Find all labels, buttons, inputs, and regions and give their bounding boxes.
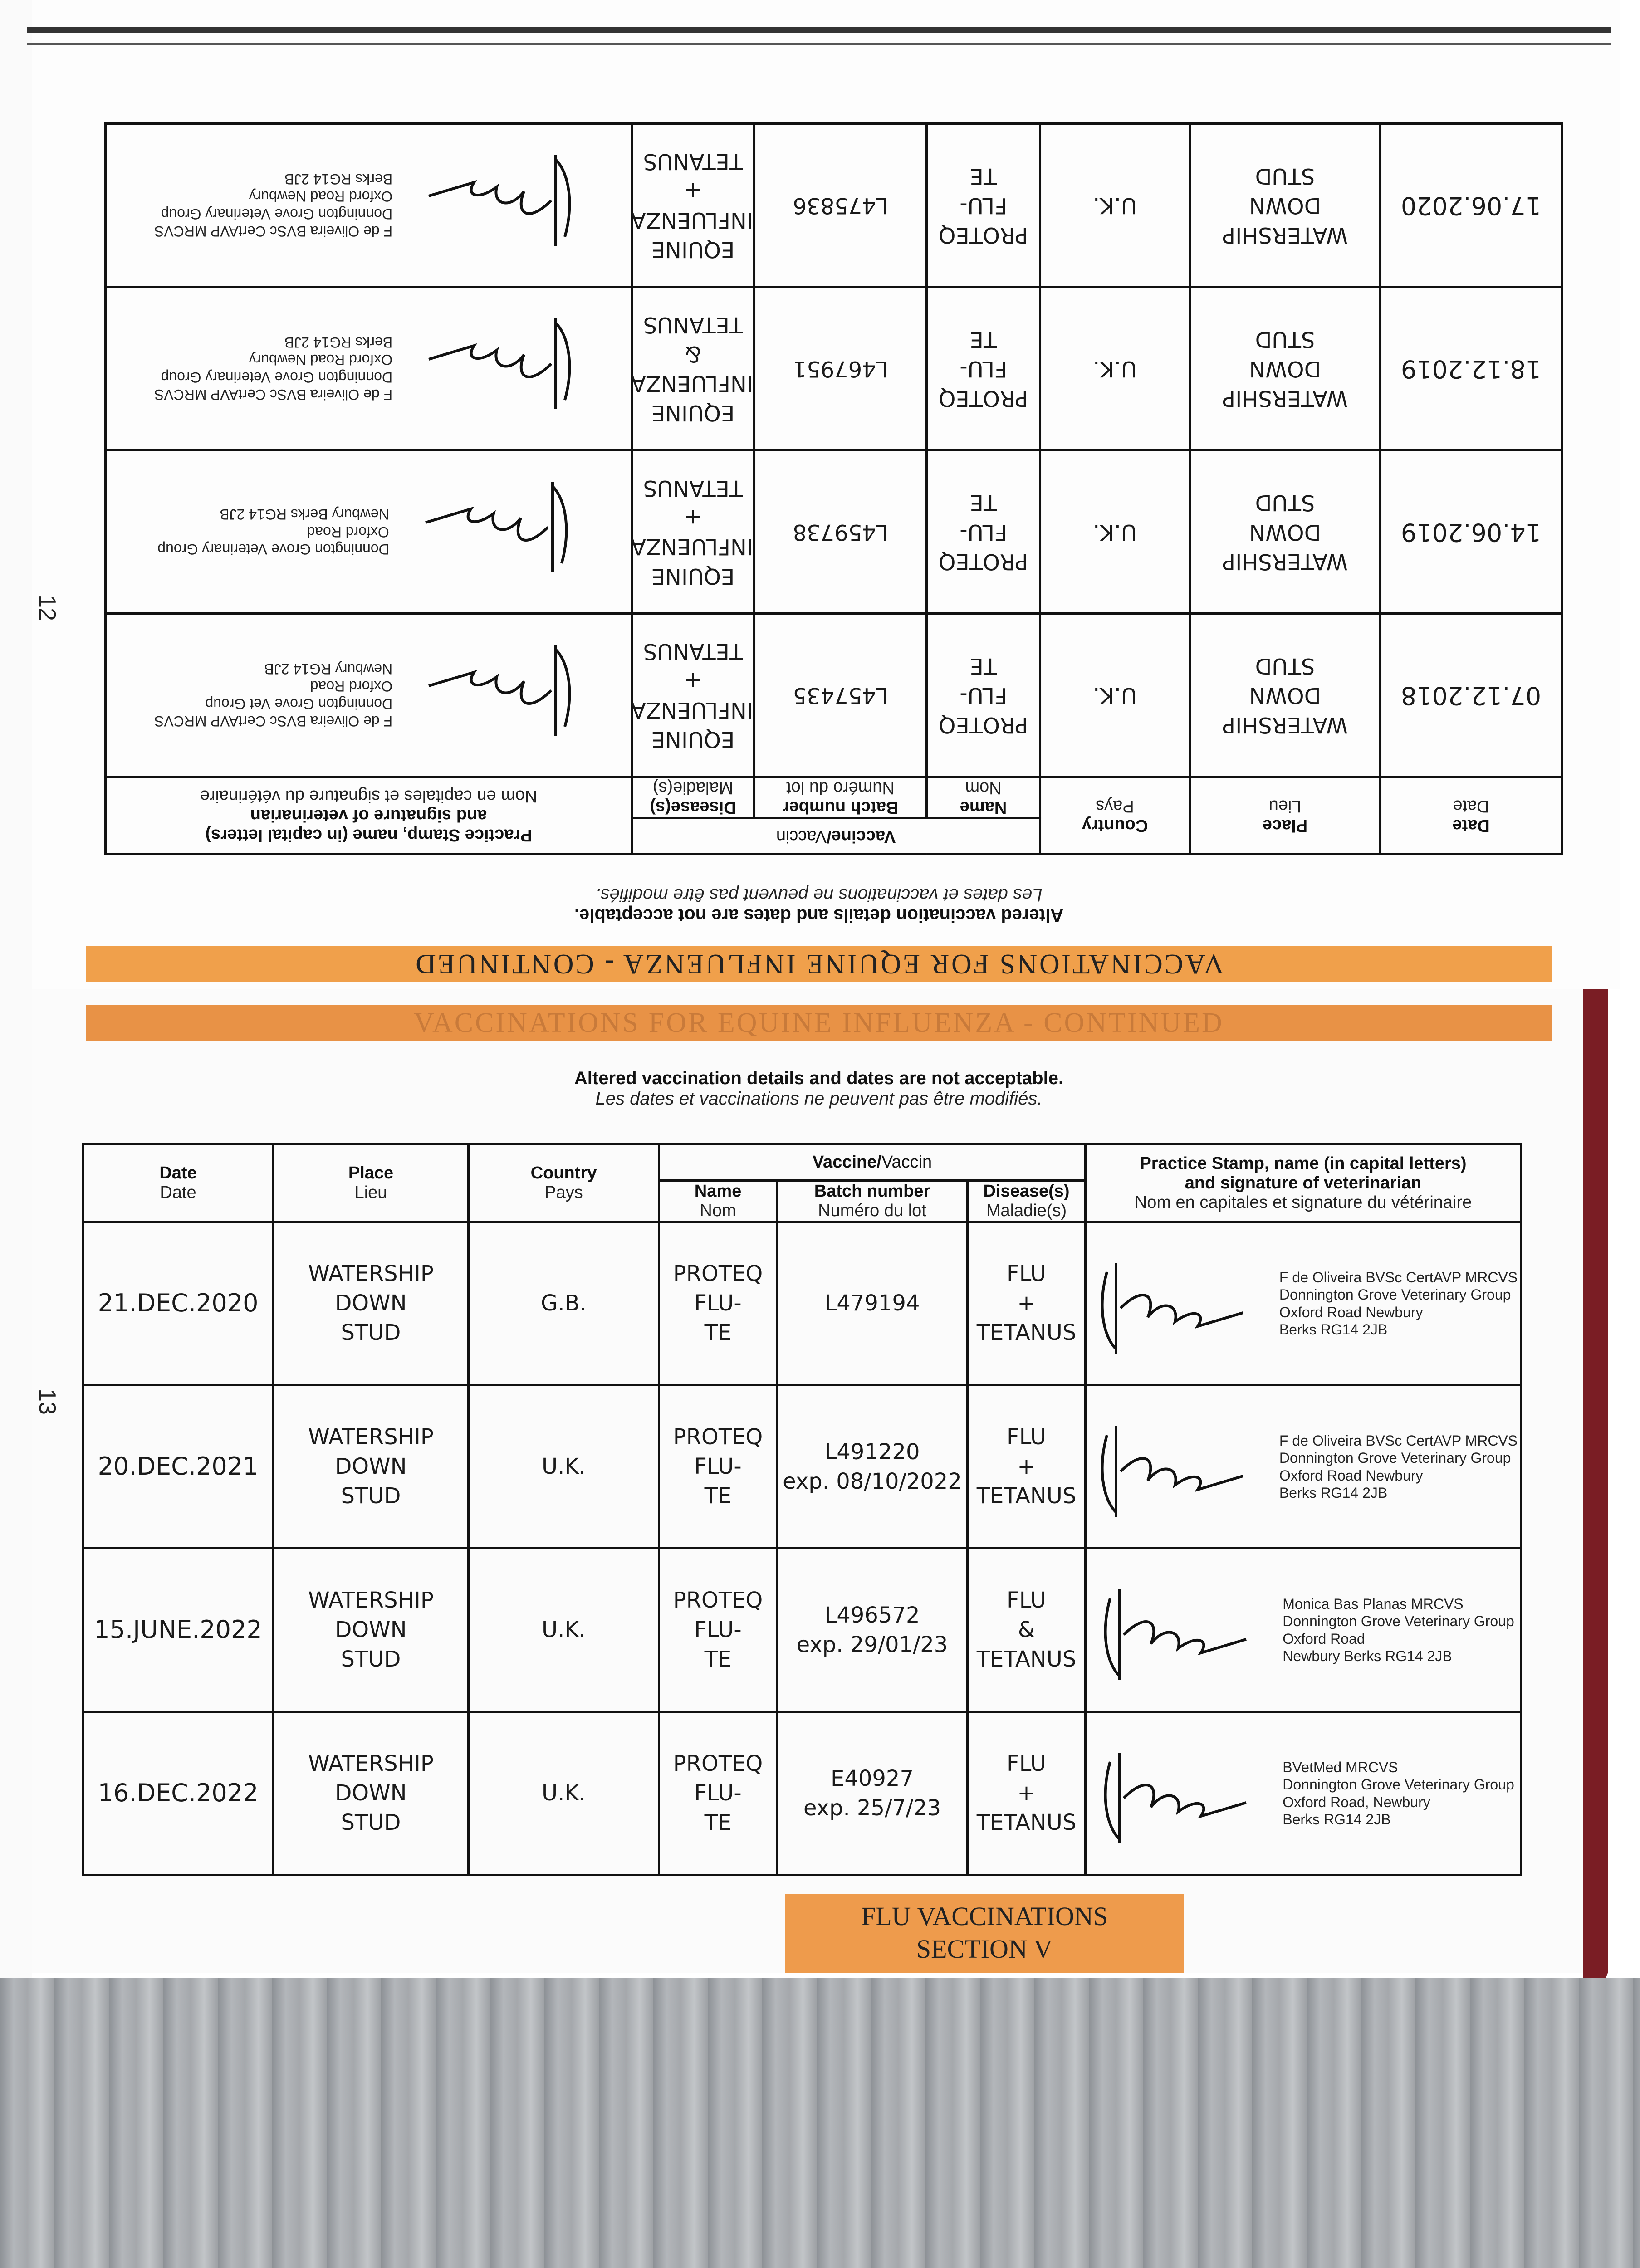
practice-stamp-line: F de Oliveira BVSc CertAVP MRCVS	[1279, 1269, 1518, 1286]
header-date: Date Date	[83, 1144, 274, 1222]
cell-vaccine-name-line: FLU-	[960, 682, 1007, 708]
practice-stamp	[154, 171, 392, 240]
cell-date: 18.12.2019	[1381, 287, 1562, 450]
cell-batch-number	[754, 124, 927, 287]
cell-place-line: WATERSHIP	[1222, 712, 1348, 738]
cell-batch-number-line: L475836	[793, 192, 888, 218]
cell-place	[1190, 287, 1381, 450]
notice-fr: Les dates et vaccinations ne peuvent pas être modifiés.	[595, 1089, 1043, 1109]
cell-batch-number	[754, 450, 927, 614]
cell-place-line: WATERSHIP	[308, 1588, 434, 1613]
practice-stamp-line: BVetMed MRCVS	[1283, 1759, 1398, 1775]
cell-vaccine-name	[659, 1549, 777, 1712]
cell-disease-line: EQUINE	[651, 237, 735, 263]
cell-country: G.B.	[469, 1222, 659, 1385]
cell-country: U.K.	[469, 1549, 659, 1712]
section-label-line1: FLU VACCINATIONS	[861, 1901, 1108, 1931]
table-row	[83, 1712, 1521, 1875]
practice-stamp-line: Donnington Grove Veterinary Group	[161, 369, 393, 386]
cell-disease-line: +	[1017, 1454, 1036, 1480]
cell-place-line: STUD	[1255, 327, 1315, 352]
practice-stamp-line: Donnington Grove Veterinary Group	[157, 541, 389, 558]
cell-vaccine-name-line: FLU-	[960, 519, 1007, 545]
cell-disease-line: +	[1017, 1290, 1036, 1316]
cell-practice-stamp	[106, 287, 632, 450]
header-place: Place Lieu	[274, 1144, 469, 1222]
practice-stamp-line: F de Oliveira BVSc CertAVP MRCVS	[154, 223, 393, 240]
header-disease: Disease(s) Maladie(s)	[632, 777, 754, 818]
cell-practice-stamp	[1086, 1549, 1521, 1712]
cell-batch-number-line: L491220	[824, 1439, 920, 1465]
cell-disease-line: +	[684, 178, 702, 204]
cell-place-line: STUD	[341, 1320, 401, 1345]
cell-disease-line: EQUINE	[651, 727, 735, 753]
cell-batch-number-line: L496572	[824, 1602, 920, 1628]
practice-stamp-line: Donnington Grove Veterinary Group	[1279, 1286, 1511, 1303]
cell-vaccine-name	[927, 614, 1040, 777]
cell-disease-line: FLU	[1006, 1751, 1047, 1777]
cell-batch-number	[777, 1549, 968, 1712]
practice-stamp-line: Donnington Grove Veterinary Group	[161, 205, 393, 222]
practice-stamp	[154, 334, 392, 404]
practice-stamp	[1283, 1595, 1514, 1665]
table-row	[106, 124, 1562, 287]
signature-icon	[1092, 1571, 1264, 1689]
practice-stamp-line: F de Oliveira BVSc CertAVP MRCVS	[1279, 1432, 1518, 1449]
signature-icon	[1089, 1408, 1261, 1526]
cell-batch-number-line: L459738	[793, 519, 888, 545]
signature-icon	[1089, 1245, 1261, 1363]
cell-place-line: WATERSHIP	[308, 1261, 434, 1287]
cell-vaccine-name-line: TE	[969, 490, 997, 516]
practice-stamp-line: Newbury Berks RG14 2JB	[220, 506, 389, 523]
cell-vaccine-name-line: TE	[969, 163, 997, 189]
cell-batch-number-line: L457435	[793, 682, 888, 708]
cell-disease-line: TETANUS	[976, 1320, 1077, 1345]
cell-place-line: DOWN	[1249, 192, 1321, 218]
cell-vaccine-name-line: PROTEQ	[938, 222, 1028, 248]
table-row	[83, 1549, 1521, 1712]
cell-date: 15.JUNE.2022	[83, 1549, 274, 1712]
cell-batch-number	[777, 1385, 968, 1549]
practice-stamp-line: Oxford Road	[307, 523, 389, 540]
cell-date: 17.06.2020	[1381, 124, 1562, 287]
signature-icon	[1092, 1735, 1264, 1853]
cell-disease	[632, 287, 754, 450]
cell-batch-number-line: L479194	[824, 1290, 920, 1316]
cell-practice-stamp	[106, 614, 632, 777]
cell-practice-stamp	[1086, 1712, 1521, 1875]
practice-stamp-line: Berks RG14 2JB	[1279, 1321, 1388, 1338]
cell-disease-line: FLU	[1006, 1424, 1047, 1450]
cell-place-line: WATERSHIP	[308, 1424, 434, 1450]
cell-vaccine-name-line: TE	[969, 327, 997, 352]
cell-date: 07.12.2018	[1381, 614, 1562, 777]
cell-vaccine-name-line: PROTEQ	[673, 1751, 763, 1777]
cell-country: U.K.	[469, 1712, 659, 1875]
cell-practice-stamp	[1086, 1385, 1521, 1549]
cell-date: 21.DEC.2020	[83, 1222, 274, 1385]
cell-practice-stamp	[106, 124, 632, 287]
cell-batch-number-line: exp. 29/01/23	[796, 1632, 948, 1657]
banner-page-12: VACCINATIONS FOR EQUINE INFLUENZA - CONTINUED	[86, 946, 1552, 982]
cell-vaccine-name-line: TE	[704, 1809, 732, 1835]
cell-place-line: STUD	[1255, 163, 1315, 189]
cell-batch-number-line: exp. 25/7/23	[803, 1795, 941, 1821]
practice-stamp-line: F de Oliveira BVSc CertAVP MRCVS	[154, 713, 393, 730]
cell-vaccine-name	[659, 1712, 777, 1875]
cell-disease-line: FLU	[1006, 1261, 1047, 1287]
cell-date: 16.DEC.2022	[83, 1712, 274, 1875]
practice-stamp	[1279, 1432, 1518, 1502]
header-batch: Batch number Numéro du lot	[754, 777, 927, 818]
signature-icon	[407, 473, 580, 591]
practice-stamp	[1283, 1759, 1514, 1828]
table-row	[106, 450, 1562, 614]
practice-stamp-line: Oxford Road	[1283, 1630, 1365, 1647]
cell-vaccine-name	[659, 1222, 777, 1385]
cell-vaccine-name-line: PROTEQ	[938, 548, 1028, 574]
cell-country: U.K.	[1040, 124, 1190, 287]
scanner-background	[0, 1978, 1640, 2268]
practice-stamp-line: Oxford Road	[310, 678, 393, 695]
table-row	[106, 287, 1562, 450]
cell-disease-line: TETANUS	[643, 475, 743, 501]
practice-stamp	[157, 506, 389, 558]
cell-place-line: DOWN	[1249, 519, 1321, 545]
cell-place-line: STUD	[341, 1809, 401, 1835]
practice-stamp-line: Donnington Grove Veterinary Group	[1283, 1776, 1514, 1793]
cell-country: U.K.	[1040, 287, 1190, 450]
header-stamp: Practice Stamp, name (in capital letters) and signature of veterinarian Nom en capitales et signature du vétérinaire	[1086, 1144, 1521, 1222]
scan-margin	[0, 0, 32, 2268]
practice-stamp-line: Oxford Road, Newbury	[1283, 1794, 1430, 1810]
cell-vaccine-name-line: PROTEQ	[938, 385, 1028, 411]
cell-disease-line: &	[1018, 1617, 1035, 1643]
cell-date: 14.06.2019	[1381, 450, 1562, 614]
cell-place-line: DOWN	[335, 1454, 407, 1480]
practice-stamp-line: Berks RG14 2JB	[1283, 1811, 1391, 1828]
cell-place-line: DOWN	[335, 1780, 407, 1806]
notice-page-13	[86, 1068, 1552, 1109]
table-row	[83, 1385, 1521, 1549]
cell-vaccine-name-line: FLU-	[694, 1454, 742, 1480]
signature-icon	[411, 636, 583, 754]
header-disease: Disease(s) Maladie(s)	[968, 1181, 1086, 1222]
cell-vaccine-name-line: PROTEQ	[673, 1588, 763, 1613]
cell-disease-line: EQUINE	[651, 563, 735, 589]
practice-stamp-line: Donnington Grove Veterinary Group	[1283, 1613, 1514, 1630]
cell-disease	[968, 1385, 1086, 1549]
cell-practice-stamp	[1086, 1222, 1521, 1385]
cell-batch-number	[777, 1222, 968, 1385]
header-country: Country Pays	[1040, 777, 1190, 855]
cell-disease	[968, 1222, 1086, 1385]
cell-place	[274, 1222, 469, 1385]
cell-date: 20.DEC.2021	[83, 1385, 274, 1549]
cell-disease	[632, 124, 754, 287]
cell-disease-line: INFLUENZA	[631, 697, 754, 723]
cell-vaccine-name	[927, 287, 1040, 450]
practice-stamp-line: F de Oliveira BVSc CertAVP MRCVS	[154, 386, 393, 403]
cell-disease-line: +	[684, 504, 702, 530]
cell-disease	[968, 1549, 1086, 1712]
cell-disease-line: EQUINE	[651, 400, 735, 426]
cell-disease-line: INFLUENZA	[631, 207, 754, 233]
notice-en: Altered vaccination details and dates are not acceptable.	[574, 905, 1064, 925]
vaccination-table-page-13	[82, 1143, 1522, 1876]
cell-place-line: WATERSHIP	[1222, 385, 1348, 411]
cell-disease-line: TETANUS	[643, 148, 743, 174]
cell-place	[1190, 450, 1381, 614]
cell-vaccine-name	[659, 1385, 777, 1549]
cell-vaccine-name	[927, 124, 1040, 287]
cell-batch-number-line: exp. 08/10/2022	[783, 1468, 962, 1494]
notice-fr: Les dates et vaccinations ne peuvent pas être modifiés.	[595, 885, 1043, 905]
cell-batch-number-line: L467951	[793, 356, 888, 381]
cell-disease-line: INFLUENZA	[631, 534, 754, 560]
header-stamp: Practice Stamp, name (in capital letters) and signature of veterinarian Nom en capitales et signature du vétérinaire	[106, 777, 632, 855]
cell-disease-line: &	[684, 341, 702, 367]
practice-stamp-line: Newbury RG14 2JB	[264, 661, 393, 678]
practice-stamp-line: Berks RG14 2JB	[284, 334, 393, 351]
cell-vaccine-name-line: FLU-	[694, 1617, 742, 1643]
cell-place-line: WATERSHIP	[308, 1751, 434, 1777]
header-name: Name Nom	[659, 1181, 777, 1222]
practice-stamp-line: Oxford Road Newbury	[249, 352, 393, 368]
cell-country: U.K.	[469, 1385, 659, 1549]
header-vaccine: Vaccine/Vaccin	[659, 1144, 1086, 1181]
cell-place-line: STUD	[341, 1646, 401, 1672]
cell-disease	[968, 1712, 1086, 1875]
cell-vaccine-name-line: FLU-	[694, 1780, 742, 1806]
cell-batch-number	[754, 287, 927, 450]
cell-place-line: WATERSHIP	[1222, 222, 1348, 248]
cell-batch-number-line: E40927	[830, 1765, 914, 1791]
page-number-12: 12	[34, 595, 60, 621]
practice-stamp-line: Oxford Road Newbury	[249, 188, 393, 205]
cell-place-line: DOWN	[335, 1617, 407, 1643]
top-rule	[27, 27, 1611, 33]
cell-practice-stamp	[106, 450, 632, 614]
table-row	[106, 614, 1562, 777]
cell-place-line: DOWN	[1249, 682, 1321, 708]
cell-vaccine-name	[927, 450, 1040, 614]
header-date: Date Date	[1381, 777, 1562, 855]
practice-stamp-line: Berks RG14 2JB	[284, 171, 393, 188]
cell-place-line: DOWN	[335, 1290, 407, 1316]
cell-vaccine-name-line: FLU-	[694, 1290, 742, 1316]
cell-country: U.K.	[1040, 450, 1190, 614]
cell-batch-number	[754, 614, 927, 777]
header-vaccine: Vaccine/Vaccin	[632, 818, 1040, 855]
signature-icon	[411, 310, 583, 428]
practice-stamp-line: Oxford Road Newbury	[1279, 1467, 1423, 1484]
cell-place	[1190, 614, 1381, 777]
cell-disease-line: TETANUS	[643, 312, 743, 337]
notice-en: Altered vaccination details and dates are not acceptable.	[574, 1068, 1064, 1088]
cell-disease-line: TETANUS	[976, 1809, 1077, 1835]
signature-icon	[411, 147, 583, 264]
practice-stamp-line: Donnington Grove Vet Group	[205, 695, 393, 712]
top-rule-thin	[27, 43, 1611, 45]
cell-vaccine-name-line: TE	[704, 1646, 732, 1672]
header-batch: Batch number Numéro du lot	[777, 1181, 968, 1222]
cell-place	[274, 1712, 469, 1875]
cell-vaccine-name-line: TE	[704, 1483, 732, 1509]
practice-stamp-line: Berks RG14 2JB	[1279, 1484, 1388, 1501]
header-place: Place Lieu	[1190, 777, 1381, 855]
cell-batch-number	[777, 1712, 968, 1875]
cell-disease-line: FLU	[1006, 1588, 1047, 1613]
cell-vaccine-name-line: PROTEQ	[938, 712, 1028, 738]
cell-disease-line: TETANUS	[643, 638, 743, 664]
practice-stamp	[1279, 1269, 1518, 1339]
cell-disease	[632, 614, 754, 777]
section-label-line2: SECTION V	[916, 1934, 1053, 1964]
practice-stamp-line: Newbury Berks RG14 2JB	[1283, 1647, 1452, 1664]
cell-place-line: DOWN	[1249, 356, 1321, 381]
cell-vaccine-name-line: PROTEQ	[673, 1424, 763, 1450]
cell-vaccine-name-line: FLU-	[960, 192, 1007, 218]
cell-disease-line: INFLUENZA	[631, 371, 754, 396]
banner-page-13: VACCINATIONS FOR EQUINE INFLUENZA - CONTINUED	[86, 1005, 1552, 1041]
cell-country: U.K.	[1040, 614, 1190, 777]
notice-page-12	[86, 885, 1552, 925]
header-country: Country Pays	[469, 1144, 659, 1222]
cell-place-line: STUD	[1255, 490, 1315, 516]
vaccination-table-page-12	[104, 122, 1563, 855]
cell-place-line: STUD	[1255, 653, 1315, 679]
practice-stamp	[154, 660, 392, 730]
header-name: Name Nom	[927, 777, 1040, 818]
cell-place-line: STUD	[341, 1483, 401, 1509]
section-label	[785, 1894, 1184, 1973]
cell-place	[274, 1385, 469, 1549]
practice-stamp-line: Monica Bas Planas MRCVS	[1283, 1595, 1464, 1612]
cell-vaccine-name-line: TE	[704, 1320, 732, 1345]
cell-disease-line: TETANUS	[976, 1483, 1077, 1509]
cell-place	[274, 1549, 469, 1712]
cell-place	[1190, 124, 1381, 287]
cell-place-line: WATERSHIP	[1222, 548, 1348, 574]
table-row	[83, 1222, 1521, 1385]
practice-stamp-line: Oxford Road Newbury	[1279, 1304, 1423, 1320]
cell-disease-line: TETANUS	[976, 1646, 1077, 1672]
passport-cover-edge	[1583, 989, 1608, 1987]
practice-stamp-line: Donnington Grove Veterinary Group	[1279, 1450, 1511, 1466]
cell-disease	[632, 450, 754, 614]
cell-vaccine-name-line: FLU-	[960, 356, 1007, 381]
cell-vaccine-name-line: PROTEQ	[673, 1261, 763, 1287]
cell-disease-line: +	[1017, 1780, 1036, 1806]
page-number-13: 13	[34, 1388, 60, 1415]
cell-disease-line: +	[684, 668, 702, 694]
cell-vaccine-name-line: TE	[969, 653, 997, 679]
